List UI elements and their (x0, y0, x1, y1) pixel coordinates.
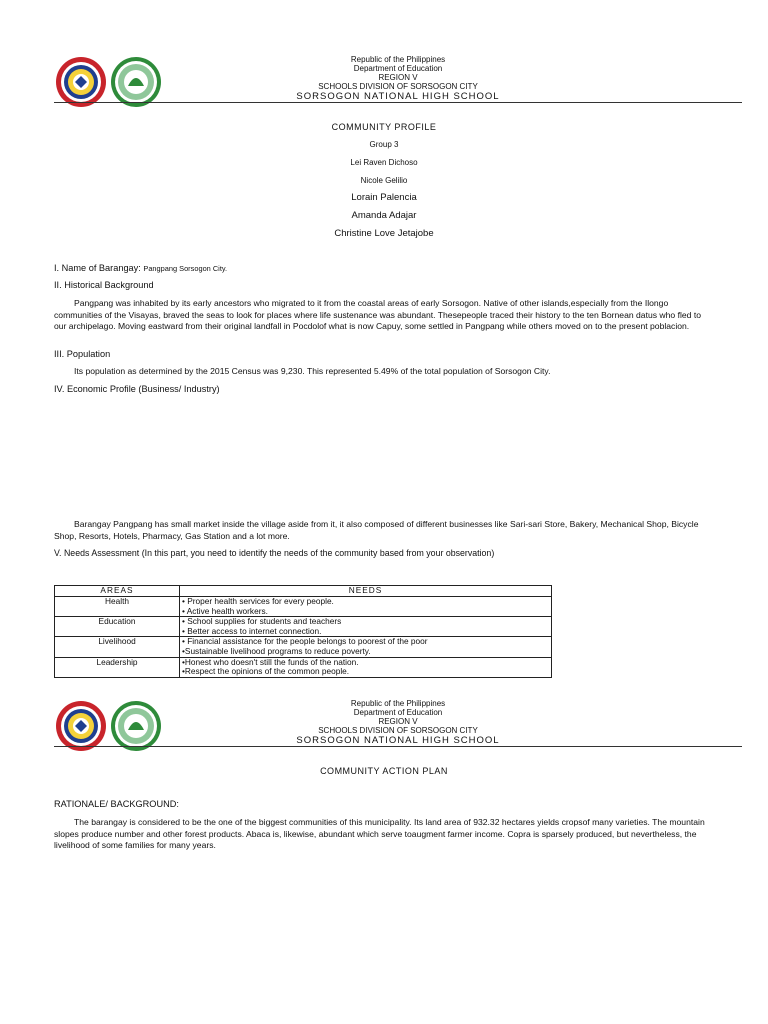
needs-header: NEEDS (180, 586, 552, 597)
need-item: • School supplies for students and teachers (182, 616, 342, 627)
need-item: • Active health workers. (182, 605, 268, 616)
area-cell: Livelihood (55, 637, 180, 657)
letterhead-rule (54, 746, 742, 747)
needs-cell (180, 597, 552, 617)
needs-cell (180, 617, 552, 637)
letterhead-line-1: Republic of the Philippines (350, 699, 446, 708)
needs-table (54, 585, 552, 678)
rationale-heading: RATIONALE/ BACKGROUND: (54, 799, 179, 809)
history-text: Pangpang was inhabited by its early ancestors who migrated to it from the coastal areas of early Sorsogon. Native of other islands,especially from the Ilongo communities of the Visayas, braved the seas to look for places where life sustenance was abundant. Thesepeople traced their history to the ten Bornean datus who fled to our archipelago. Moving eastward from their original landfall in Pocdolof what is now Capuy, some settled in Pangpang while others moved on to the present poblacion. (54, 298, 701, 332)
letterhead-line-3: REGION V (378, 717, 418, 726)
needs-heading: V. Needs Assessment (In this part, you need to identify the needs of the community based from your observation) (54, 548, 495, 558)
need-item: •Honest who doesn't still the funds of the nation. (182, 656, 359, 667)
area-cell: Leadership (55, 657, 180, 677)
need-item: • Better access to internet connection. (182, 625, 322, 636)
school-name: SORSOGON NATIONAL HIGH SCHOOL (296, 91, 500, 102)
letterhead-line-3: REGION V (378, 73, 418, 82)
table-header-row (55, 586, 552, 597)
need-item: •Respect the opinions of the common people. (182, 666, 350, 677)
table-row (55, 637, 552, 657)
table-row (55, 617, 552, 637)
barangay-heading (54, 263, 227, 273)
needs-cell (180, 637, 552, 657)
rationale-text: The barangay is considered to be the one of the biggest communities of this municipality. Its land area of 932.32 hectares yields cropsof many varieties. The mountain slopes produce number and other forest products. Abaca is, likewise, abundant which serve toaugment farmer income. Copra is sparsely produced, but nevertheless, the livelihood of some families for many years. (54, 817, 705, 851)
barangay-label: I. Name of Barangay: (54, 263, 141, 273)
economic-heading: IV. Economic Profile (Business/ Industry) (54, 384, 220, 394)
school-name: SORSOGON NATIONAL HIGH SCHOOL (296, 735, 500, 746)
letterhead-line-1: Republic of the Philippines (350, 55, 446, 64)
population-heading: III. Population (54, 349, 111, 359)
letterhead-rule (54, 102, 742, 103)
letterhead-line-4: SCHOOLS DIVISION OF SORSOGON CITY (318, 82, 478, 91)
needs-cell (180, 657, 552, 677)
area-cell: Education (55, 617, 180, 637)
population-text: Its population as determined by the 2015 Census was 9,230. This represented 5.49% of the total population of Sorsogon City. (74, 366, 551, 376)
table-row (55, 597, 552, 617)
need-item: •Sustainable livelihood programs to reduce poverty. (182, 645, 371, 656)
group-label: Group 3 (369, 140, 399, 149)
member-name: Lei Raven Dichoso (350, 158, 418, 167)
table-row (55, 657, 552, 677)
letterhead-line-2: Department of Education (353, 64, 443, 73)
need-item: • Financial assistance for the people belongs to poorest of the poor (182, 636, 428, 647)
member-name: Christine Love Jetajobe (334, 228, 434, 239)
area-cell: Health (55, 597, 180, 617)
member-name: Nicole Gelilio (360, 176, 408, 185)
history-heading: II. Historical Background (54, 280, 154, 290)
areas-header: AREAS (55, 586, 180, 597)
profile-title: COMMUNITY PROFILE (331, 122, 437, 132)
need-item: • Proper health services for every people. (182, 596, 334, 606)
member-name: Amanda Adajar (351, 210, 417, 221)
barangay-value: Pangpang Sorsogon City. (143, 264, 228, 273)
letterhead-line-4: SCHOOLS DIVISION OF SORSOGON CITY (318, 726, 478, 735)
member-name: Lorain Palencia (351, 192, 417, 203)
action-plan-title: COMMUNITY ACTION PLAN (320, 766, 448, 776)
letterhead-line-2: Department of Education (353, 708, 443, 717)
economic-text: Barangay Pangpang has small market inside the village aside from it, it also composed of different businesses like Sari-sari Store, Bakery, Mechanical Shop, Bicycle Shop, Resorts, Hotels, Pharmacy, Gas Station and a lot more. (54, 519, 699, 541)
